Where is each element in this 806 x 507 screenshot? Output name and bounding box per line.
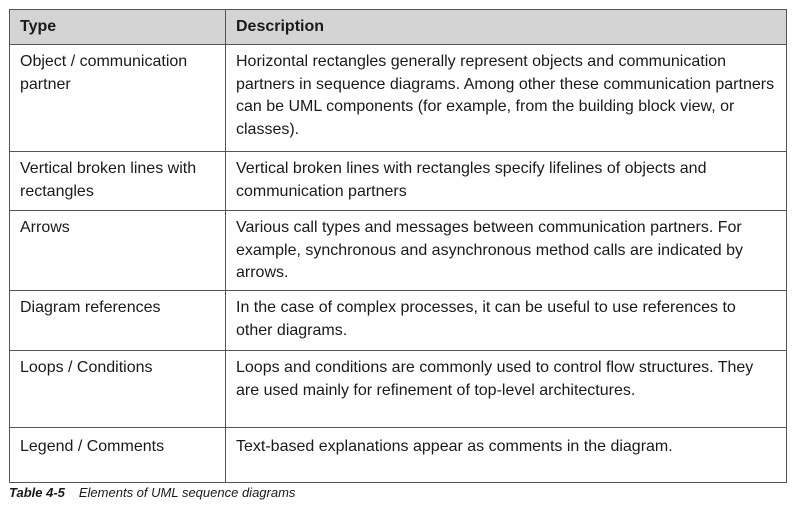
description-text: Horizontal rectangles generally represent objects and communication partners in sequence diagrams. Among other these communication partners can be UML components (for example, from the building block view, or classes). <box>236 53 775 138</box>
type-cell <box>10 428 226 483</box>
type-text: Vertical broken lines with rectangles <box>20 160 197 200</box>
description-cell <box>226 291 787 351</box>
caption-label: Table 4-5 <box>9 485 65 500</box>
type-cell <box>10 211 226 291</box>
type-cell <box>10 45 226 152</box>
header-type: Type <box>10 10 226 45</box>
type-text: Legend / Comments <box>20 438 165 455</box>
type-cell <box>10 351 226 428</box>
table-row <box>10 351 787 428</box>
description-cell <box>226 428 787 483</box>
table-header-row <box>10 10 787 45</box>
type-text: Diagram references <box>20 299 161 316</box>
description-text: In the case of complex processes, it can be useful to use references to other diagrams. <box>236 299 736 339</box>
table-row <box>10 211 787 291</box>
table-row <box>10 291 787 351</box>
table-caption <box>9 485 295 500</box>
description-cell <box>226 152 787 211</box>
description-text: Various call types and messages between communication partners. For example, synchronous and asynchronous method calls are indicated by arrows. <box>236 219 743 281</box>
table-row <box>10 152 787 211</box>
type-cell <box>10 152 226 211</box>
type-cell <box>10 291 226 351</box>
type-text: Object / communication partner <box>20 53 188 93</box>
header-description: Description <box>226 10 787 45</box>
uml-elements-table <box>9 9 787 483</box>
type-text: Loops / Conditions <box>20 359 153 376</box>
caption-text: Elements of UML sequence diagrams <box>78 485 296 500</box>
description-cell <box>226 45 787 152</box>
table-row <box>10 45 787 152</box>
description-text: Text-based explanations appear as comments in the diagram. <box>236 438 673 455</box>
description-cell <box>226 211 787 291</box>
description-text: Vertical broken lines with rectangles specify lifelines of objects and communication partners <box>236 160 707 200</box>
description-text: Loops and conditions are commonly used to control flow structures. They are used mainly for refinement of top-level architectures. <box>236 359 754 399</box>
description-cell <box>226 351 787 428</box>
table-row <box>10 428 787 483</box>
type-text: Arrows <box>20 219 70 236</box>
